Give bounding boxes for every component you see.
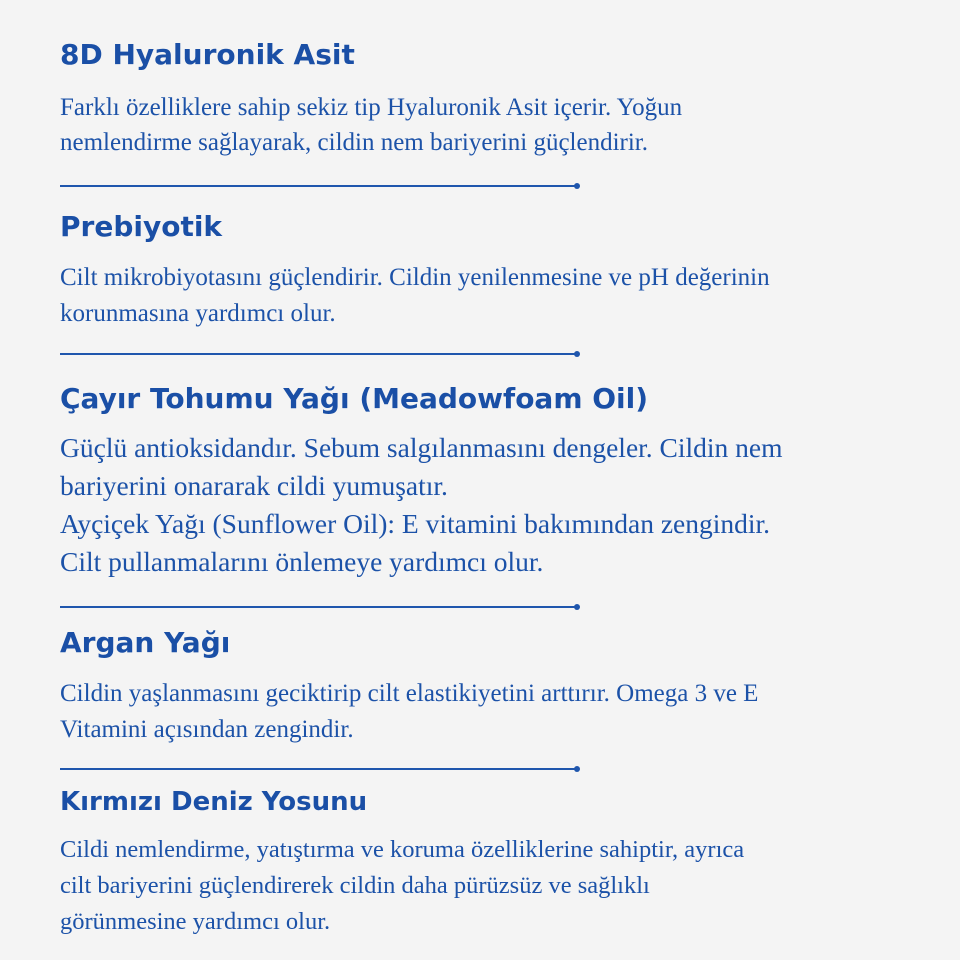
- section-title: 8D Hyaluronik Asit: [60, 38, 355, 71]
- section-description: [60, 260, 770, 332]
- description-line: nemlendirme sağlayarak, cildin nem bariyerini güçlendirir.: [60, 129, 648, 156]
- description-line: Cilt pullanmalarını önlemeye yardımcı olur.: [60, 546, 544, 577]
- section-description: [60, 832, 744, 940]
- description-line: cilt bariyerini güçlendirerek cildin daha pürüzsüz ve sağlıklı: [60, 872, 650, 899]
- section-title: Prebiyotik: [60, 210, 223, 243]
- section-description: [60, 676, 758, 748]
- section-title: Argan Yağı: [60, 626, 231, 659]
- description-line: Cildi nemlendirme, yatıştırma ve koruma özelliklerine sahiptir, ayrıca: [60, 836, 745, 863]
- section-divider: [60, 606, 576, 608]
- section-description: [60, 90, 682, 160]
- section-divider: [60, 768, 576, 770]
- description-line: Vitamini açısından zengindir.: [60, 716, 354, 743]
- section-title: Çayır Tohumu Yağı (Meadowfoam Oil): [60, 382, 649, 415]
- description-line: Cilt mikrobiyotasını güçlendirir. Cildin yenilenmesine ve pH değerinin: [60, 264, 770, 291]
- section-divider: [60, 185, 576, 187]
- description-line: Cildin yaşlanmasını geciktirip cilt elastikiyetini arttırır. Omega 3 ve E: [60, 680, 759, 707]
- description-line: Güçlü antioksidandır. Sebum salgılanmasını dengeler. Cildin nem: [60, 432, 783, 463]
- description-line: Ayçiçek Yağı (Sunflower Oil): E vitamini bakımından zengindir.: [60, 508, 771, 539]
- description-line: görünmesine yardımcı olur.: [60, 908, 331, 935]
- section-description: [60, 429, 783, 581]
- description-line: bariyerini onararak cildi yumuşatır.: [60, 470, 448, 501]
- description-line: Farklı özelliklere sahip sekiz tip Hyaluronik Asit içerir. Yoğun: [60, 94, 683, 121]
- section-divider: [60, 353, 576, 355]
- description-line: korunmasına yardımcı olur.: [60, 300, 336, 327]
- section-title: Kırmızı Deniz Yosunu: [60, 787, 368, 817]
